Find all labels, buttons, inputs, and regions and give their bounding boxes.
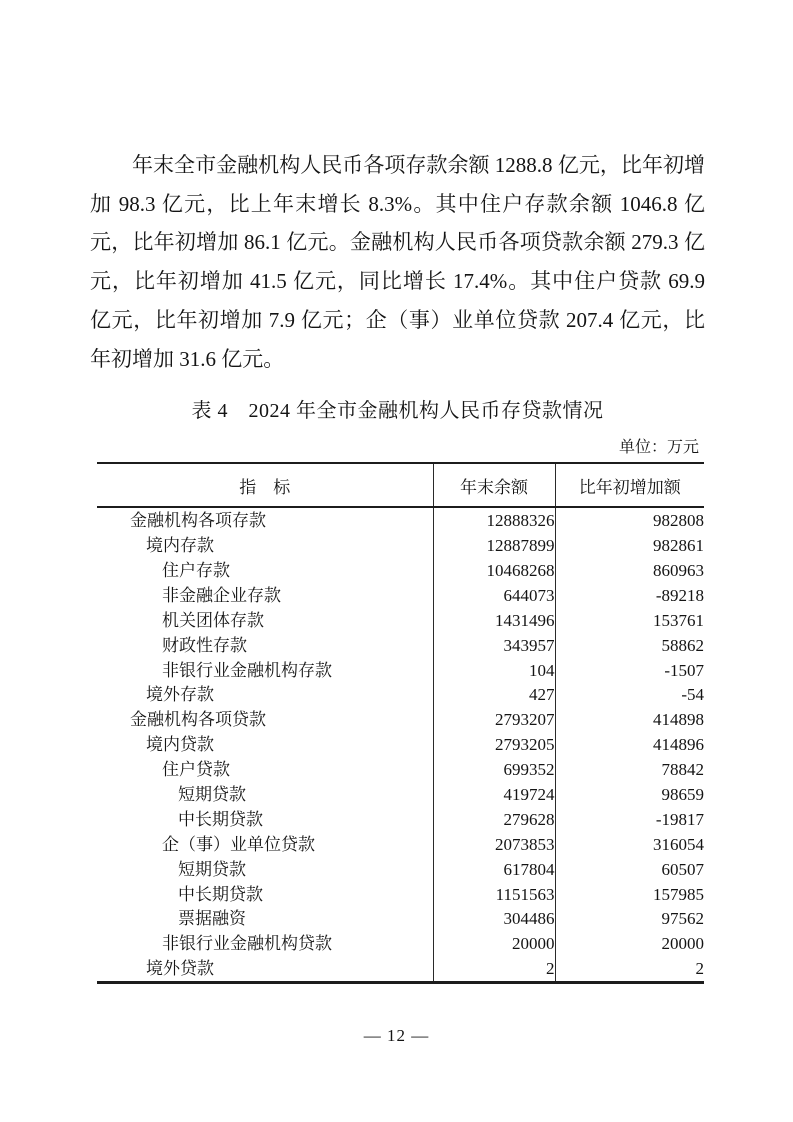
indicator-cell: 中长期贷款 bbox=[178, 884, 263, 904]
table-row bbox=[97, 658, 704, 683]
change-cell: 982861 bbox=[555, 533, 704, 558]
balance-cell: 419724 bbox=[433, 782, 555, 807]
balance-cell: 2793205 bbox=[433, 732, 555, 757]
table-header-row bbox=[97, 463, 704, 507]
table-row bbox=[97, 906, 704, 931]
table-row bbox=[97, 857, 704, 882]
indicator-cell: 金融机构各项贷款 bbox=[130, 710, 266, 730]
table-header bbox=[97, 463, 704, 507]
balance-cell: 279628 bbox=[433, 807, 555, 832]
balance-cell: 304486 bbox=[433, 906, 555, 931]
change-cell: -19817 bbox=[555, 807, 704, 832]
indicator-cell: 财政性存款 bbox=[162, 635, 247, 655]
change-cell: 20000 bbox=[555, 931, 704, 956]
header-balance: 年末余额 bbox=[433, 463, 555, 507]
change-cell: 414896 bbox=[555, 732, 704, 757]
balance-cell: 1151563 bbox=[433, 882, 555, 907]
balance-cell: 2793207 bbox=[433, 707, 555, 732]
table-row bbox=[97, 507, 704, 533]
table-row bbox=[97, 533, 704, 558]
indicator-cell: 票据融资 bbox=[178, 909, 246, 929]
balance-cell: 617804 bbox=[433, 857, 555, 882]
indicator-cell: 短期贷款 bbox=[178, 784, 246, 804]
indicator-cell: 短期贷款 bbox=[178, 859, 246, 879]
change-cell: 157985 bbox=[555, 882, 704, 907]
balance-cell: 10468268 bbox=[433, 558, 555, 583]
balance-cell: 104 bbox=[433, 658, 555, 683]
change-cell: 2 bbox=[555, 956, 704, 982]
change-cell: 982808 bbox=[555, 507, 704, 533]
table-row bbox=[97, 931, 704, 956]
indicator-cell: 非金融企业存款 bbox=[162, 585, 281, 605]
balance-cell: 1431496 bbox=[433, 608, 555, 633]
indicator-cell: 境外贷款 bbox=[146, 959, 214, 979]
table-row bbox=[97, 732, 704, 757]
table-row bbox=[97, 583, 704, 608]
indicator-cell: 非银行业金融机构贷款 bbox=[162, 934, 332, 954]
indicator-cell: 企（事）业单位贷款 bbox=[162, 834, 315, 854]
table-row bbox=[97, 757, 704, 782]
change-cell: 316054 bbox=[555, 832, 704, 857]
table-row bbox=[97, 807, 704, 832]
change-cell: 414898 bbox=[555, 707, 704, 732]
indicator-cell: 住户存款 bbox=[162, 560, 230, 580]
table-row bbox=[97, 682, 704, 707]
table-body bbox=[97, 507, 704, 982]
change-cell: 98659 bbox=[555, 782, 704, 807]
change-cell: -89218 bbox=[555, 583, 704, 608]
balance-cell: 427 bbox=[433, 682, 555, 707]
indicator-cell: 住户贷款 bbox=[162, 760, 230, 780]
table-row bbox=[97, 608, 704, 633]
page-content bbox=[90, 0, 705, 984]
indicator-cell: 机关团体存款 bbox=[162, 610, 264, 630]
header-indicator: 指 标 bbox=[97, 463, 433, 507]
unit-label: 单位：万元 bbox=[618, 439, 699, 457]
indicator-cell: 中长期贷款 bbox=[178, 809, 263, 829]
balance-cell: 12887899 bbox=[433, 533, 555, 558]
balance-cell: 699352 bbox=[433, 757, 555, 782]
change-cell: 58862 bbox=[555, 633, 704, 658]
balance-cell: 644073 bbox=[433, 583, 555, 608]
deposits-loans-table bbox=[97, 462, 704, 984]
change-cell: -1507 bbox=[555, 658, 704, 683]
indicator-cell: 境内贷款 bbox=[146, 735, 214, 755]
table-row bbox=[97, 882, 704, 907]
header-change: 比年初增加额 bbox=[555, 463, 704, 507]
change-cell: 153761 bbox=[555, 608, 704, 633]
balance-cell: 20000 bbox=[433, 931, 555, 956]
change-cell: -54 bbox=[555, 682, 704, 707]
balance-cell: 12888326 bbox=[433, 507, 555, 533]
change-cell: 78842 bbox=[555, 757, 704, 782]
change-cell: 97562 bbox=[555, 906, 704, 931]
body-paragraph: 年末全市金融机构人民币各项存款余额 1288.8 亿元，比年初增加 98.3 亿元，比上年末增长 8.3%。其中住户存款余额 1046.8 亿元，比年初增加 86.1 亿元。金融机构人民币各项贷款余额 279.3 亿元，比年初增加 41.5 亿元，同比增长 17.4%。其中住户贷款 69.9 亿元，比年初增加 7.9 亿元；企（事）业单位贷款 207.4 亿元，比年初增加 31.6 亿元。 bbox=[90, 153, 705, 371]
balance-cell: 343957 bbox=[433, 633, 555, 658]
table-row bbox=[97, 956, 704, 982]
table-row bbox=[97, 558, 704, 583]
change-cell: 60507 bbox=[555, 857, 704, 882]
indicator-cell: 金融机构各项存款 bbox=[130, 511, 266, 531]
page-number: — 12 — bbox=[363, 1026, 430, 1045]
table-row bbox=[97, 707, 704, 732]
table-title: 表 4 2024 年全市金融机构人民币存贷款情况 bbox=[191, 400, 604, 423]
table-row bbox=[97, 832, 704, 857]
indicator-cell: 境内存款 bbox=[146, 536, 214, 556]
table-row bbox=[97, 633, 704, 658]
table-row bbox=[97, 782, 704, 807]
change-cell: 860963 bbox=[555, 558, 704, 583]
balance-cell: 2073853 bbox=[433, 832, 555, 857]
indicator-cell: 境外存款 bbox=[146, 685, 214, 705]
indicator-cell: 非银行业金融机构存款 bbox=[162, 660, 332, 680]
balance-cell: 2 bbox=[433, 956, 555, 982]
